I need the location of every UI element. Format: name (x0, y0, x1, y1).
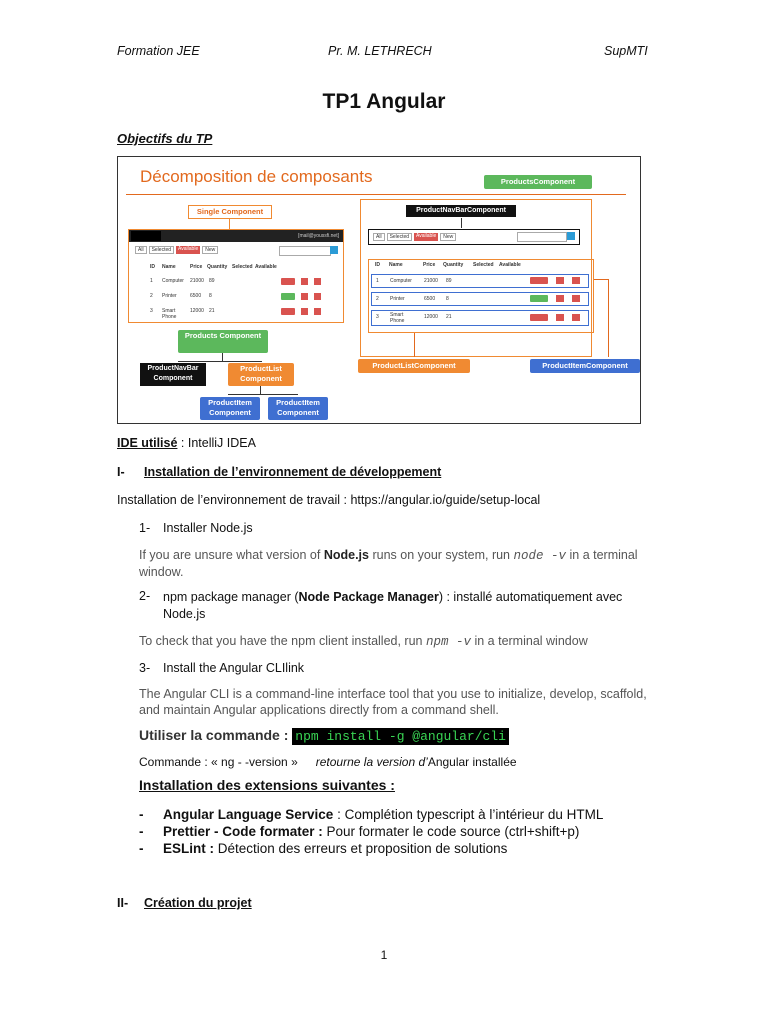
tree-item-component-1: ProductItem Component (200, 397, 260, 420)
row1-select-button[interactable] (281, 278, 295, 285)
header-center: Pr. M. LETHRECH (328, 44, 432, 58)
list-col-id: ID (375, 262, 380, 268)
list-row1-delete-icon[interactable] (556, 277, 564, 284)
single-component-label: Single Component (188, 205, 272, 219)
list-row2-qty: 8 (446, 296, 449, 302)
step2-desc-post: in a terminal window (471, 634, 588, 648)
list-col-available: Available (499, 262, 521, 268)
col-name: Name (162, 264, 176, 270)
page-number: 1 (380, 948, 388, 962)
step1-desc-bold: Node.js (323, 548, 369, 562)
ide-value: : IntelliJ IDEA (177, 436, 256, 450)
single-component-frame (128, 229, 344, 323)
mini-brand (131, 231, 161, 241)
tree-item-component-2: ProductItem Component (268, 397, 328, 420)
tree-list-component: ProductList Component (228, 363, 294, 386)
list-row1-name: Computer (390, 278, 412, 284)
row3-delete-icon[interactable] (301, 308, 308, 315)
section2-title: Création du projet (144, 896, 252, 910)
row2-delete-icon[interactable] (301, 293, 308, 300)
mini-filter-selected[interactable]: Selected (149, 246, 174, 254)
ide-label: IDE utilisé (117, 436, 178, 450)
row2-name: Printer (162, 293, 177, 299)
list-row1-price: 21000 (424, 278, 438, 284)
decomposition-figure (117, 156, 641, 424)
list-row3-id: 3 (376, 314, 379, 320)
list-row3-select-button[interactable] (530, 314, 548, 321)
utiliser-line (139, 727, 509, 744)
navbar-search-input[interactable] (517, 232, 567, 242)
step1-desc-pre: If you are unsure what version of (139, 548, 324, 562)
list-row2-edit-icon[interactable] (572, 295, 580, 302)
list-row2-delete-icon[interactable] (556, 295, 564, 302)
row3-edit-icon[interactable] (314, 308, 321, 315)
list-col-quantity: Quantity (443, 262, 464, 268)
col-available: Available (255, 264, 277, 270)
navbar-search-icon[interactable] (567, 232, 575, 240)
extension-item: - Prettier - Code formater : Pour formater le code source (ctrl+shift+p) (139, 824, 580, 839)
row3-name: Smart Phone (162, 308, 177, 320)
list-col-price: Price (423, 262, 436, 268)
step3-text: Install the Angular CLIlink (163, 661, 305, 675)
list-row3-edit-icon[interactable] (572, 314, 580, 321)
col-price: Price (190, 264, 203, 270)
mini-email: [mail@youssfi.net] (298, 233, 339, 239)
navbar-arrow (461, 218, 462, 228)
step2-desc-code: npm -v (425, 635, 471, 649)
list-row2-unselect-button[interactable] (530, 295, 548, 302)
row3-qty: 21 (209, 308, 215, 314)
tree-link-horizontal (178, 361, 262, 362)
step1-desc-code: node -v (513, 549, 567, 563)
row2-edit-icon[interactable] (314, 293, 321, 300)
navbar-component-frame (368, 229, 580, 245)
row1-qty: 89 (209, 278, 215, 284)
mini-filter-all[interactable]: All (135, 246, 147, 254)
mini-search-input[interactable] (279, 246, 331, 256)
tree-link-vertical (222, 353, 223, 361)
mini-filter-bar (135, 246, 218, 254)
section1-title: Installation de l’environnement de développement (144, 465, 442, 479)
row1-id: 1 (150, 278, 153, 284)
install-command: npm install -g @angular/cli (292, 728, 509, 745)
step2-bold: Node Package Manager (298, 590, 439, 604)
navbar-filter-all[interactable]: All (373, 233, 385, 241)
step2-text (163, 589, 643, 623)
step2-post: ) : installé automatiquement avec Node.js (163, 590, 623, 621)
step1-desc-mid: runs on your system, run (368, 548, 514, 562)
section2-number: II- (117, 896, 129, 910)
col-id: ID (150, 264, 155, 270)
tree-products-component: Products Component (178, 330, 268, 353)
navbar-filter-available[interactable]: Available (416, 233, 437, 239)
list-row1-id: 1 (376, 278, 379, 284)
row2-unselect-button[interactable] (281, 293, 295, 300)
navbar-component-label: ProductNavBarComponent (406, 205, 516, 217)
list-row3-price: 12000 (424, 314, 438, 320)
list-row2-name: Printer (390, 296, 405, 302)
commande-pre: Commande : « ng - -version » (139, 755, 298, 769)
list-row1-qty: 89 (446, 278, 452, 284)
utiliser-label: Utiliser la commande : (139, 727, 293, 743)
item-connector-v (608, 279, 609, 357)
row3-id: 3 (150, 308, 153, 314)
row1-price: 21000 (190, 278, 204, 284)
step1-description (139, 547, 659, 580)
item-connector-h (594, 279, 608, 280)
list-row3-qty: 21 (446, 314, 452, 320)
list-component-label: ProductListComponent (358, 359, 470, 373)
tree-list-link (260, 386, 261, 394)
step2-pre: npm package manager ( (163, 590, 299, 604)
list-row3-name: Smart Phone (390, 312, 405, 324)
item-component-label: ProductItemComponent (530, 359, 640, 373)
list-row-2 (371, 292, 589, 306)
row2-qty: 8 (209, 293, 212, 299)
list-row2-price: 6500 (424, 296, 436, 302)
extension-item: - Angular Language Service : Complétion typescript à l’intérieur du HTML (139, 807, 604, 822)
row2-id: 2 (150, 293, 153, 299)
ide-line (117, 436, 256, 450)
list-col-selected: Selected (473, 262, 494, 268)
row1-name: Computer (162, 278, 184, 284)
list-row1-select-button[interactable] (530, 277, 548, 284)
mini-navbar (129, 230, 343, 242)
navbar-filter-new[interactable]: New (440, 233, 456, 241)
mini-filter-new[interactable]: New (202, 246, 218, 254)
col-selected: Selected (232, 264, 253, 270)
intro-text: Installation de l’environnement de travail : https://angular.io/guide/setup-local (117, 493, 541, 507)
commande-italic: retourne la version d’ (315, 755, 428, 769)
step1-desc-post: in a terminal window. (139, 548, 638, 579)
row3-select-button[interactable] (281, 308, 295, 315)
row2-price: 6500 (190, 293, 202, 299)
tree-navbar-component: ProductNavBar Component (140, 363, 206, 386)
navbar-filter-bar (373, 233, 456, 241)
commande-post: Angular installée (427, 755, 517, 769)
commande-line (139, 755, 517, 769)
section1-number: I- (117, 465, 125, 479)
step1-text: Installer Node.js (163, 521, 253, 535)
list-row-3 (371, 310, 589, 326)
list-row1-edit-icon[interactable] (572, 277, 580, 284)
row1-edit-icon[interactable] (314, 278, 321, 285)
navbar-filter-selected[interactable]: Selected (387, 233, 412, 241)
products-component-label: ProductsComponent (484, 175, 592, 189)
figure-rule (126, 194, 626, 195)
objectifs-heading: Objectifs du TP (117, 131, 213, 146)
list-row-1 (371, 274, 589, 288)
header-left: Formation JEE (117, 44, 200, 58)
step3-number: 3- (139, 661, 151, 675)
row3-price: 12000 (190, 308, 204, 314)
extension-item: - ESLint : Détection des erreurs et proposition de solutions (139, 841, 508, 856)
col-quantity: Quantity (207, 264, 228, 270)
list-row2-id: 2 (376, 296, 379, 302)
step2-description (139, 633, 588, 650)
extensions-list (139, 806, 603, 857)
extensions-title: Installation des extensions suivantes : (139, 777, 395, 793)
step1-number: 1- (139, 521, 151, 535)
list-arrow (414, 333, 415, 357)
row1-delete-icon[interactable] (301, 278, 308, 285)
step2-desc-pre: To check that you have the npm client installed, run (139, 634, 426, 648)
mini-filter-available[interactable]: Available (178, 246, 199, 252)
header-right: SupMTI (604, 44, 648, 58)
list-col-name: Name (389, 262, 403, 268)
list-component-frame (368, 259, 594, 333)
list-row3-delete-icon[interactable] (556, 314, 564, 321)
step2-number: 2- (139, 589, 151, 603)
step3-description: The Angular CLI is a command-line interface tool that you use to initialize, develop, scaffold, and maintain Angular applications directly from a command shell. (139, 687, 647, 717)
tree-items-link (228, 394, 298, 395)
mini-search-icon[interactable] (330, 246, 338, 254)
figure-title: Décomposition de composants (140, 167, 373, 186)
page-title: TP1 Angular (322, 90, 446, 113)
